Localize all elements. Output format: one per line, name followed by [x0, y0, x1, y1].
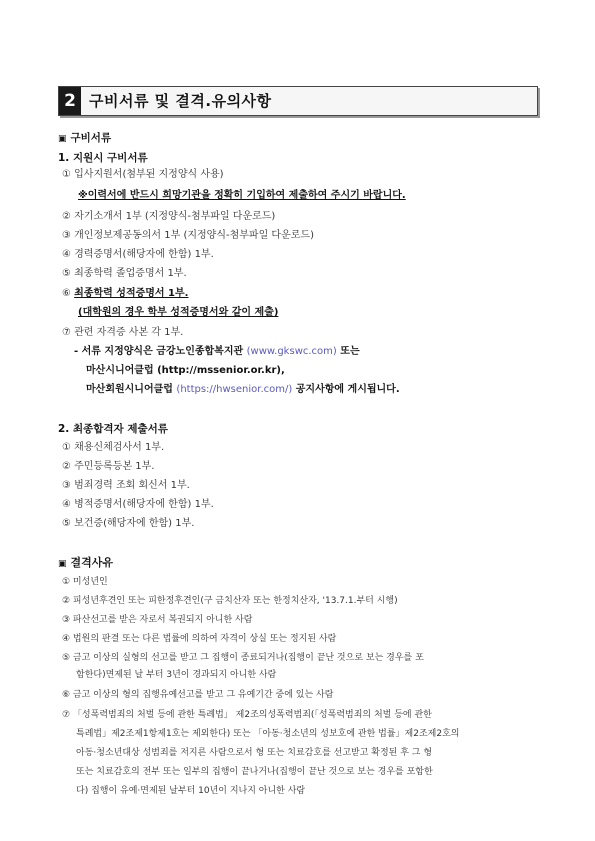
disqual-item-7: ⑦ 「성폭력범죄의 처벌 등에 관한 특례법」 제2조의성폭력범죄(「성폭력범죄의 처벌 등에 관한	[62, 710, 432, 720]
disqual-item-4: ④ 법원의 판결 또는 다른 법률에 의하여 자격이 상실 또는 정지된 사람	[62, 634, 337, 644]
disqual-item-7-cont-4: 다) 집행이 유예·면제된 날부터 10년이 지나지 아니한 사람	[76, 786, 306, 796]
application-docs-subheader: 1. 지원시 구비서류	[58, 152, 148, 164]
doc-item-3: ③ 개인정보제공동의서 1부 (지정양식-첨부파일 다운로드)	[62, 230, 314, 241]
disqual-item-2: ② 피성년후견인 또는 피한정후견인(구 금치산자 또는 한정치산자, '13.7.1.부터 시행)	[62, 596, 398, 606]
form-note-line-2: 마산시니어클럽 (http://mssenior.or.kr),	[86, 365, 285, 376]
doc-item-5: ⑤ 최종학력 졸업증명서 1부.	[62, 268, 187, 279]
disqualification-header: ▣ 결격사유	[58, 556, 114, 569]
hwsenior-link[interactable]: (https://hwsenior.com/)	[176, 384, 293, 395]
disqual-item-5: ⑤ 금고 이상의 실형의 선고를 받고 그 집행이 종료되거나(집행이 끝난 것으로 보는 경우를 포	[62, 653, 424, 663]
final-item-4: ④ 병적증명서(해당자에 한함) 1부.	[62, 499, 214, 510]
disqual-item-7-cont-3: 또는 치료감호의 전부 또는 일부의 집행이 끝나거나(집행이 끝난 것으로 보는 경우를 포함한	[76, 767, 433, 777]
section-number: 2	[59, 87, 81, 115]
gkswc-link[interactable]: (www.gkswc.com)	[246, 346, 337, 357]
disqual-item-1: ① 미성년인	[62, 577, 108, 587]
disqual-item-3: ③ 파산선고를 받은 자로서 복권되지 아니한 사람	[62, 615, 253, 625]
doc-item-6-text: 최종학력 성적증명서 1부.	[74, 288, 189, 299]
doc-item-1: ① 입사지원서(첨부된 지정양식 사용)	[62, 169, 224, 180]
square-bullet-icon: ▣	[58, 134, 67, 144]
final-item-1: ① 채용신체검사서 1부.	[62, 442, 165, 453]
doc-item-6-note: (대학원의 경우 학부 성적증명서와 같이 제출)	[78, 307, 279, 318]
doc-item-7: ⑦ 관련 자격증 사본 각 1부.	[62, 327, 184, 338]
disqual-item-7-cont-2: 아동·청소년대상 성범죄를 저지른 사람으로서 형 또는 치료감호를 선고받고 확정된 후 그 형	[76, 748, 433, 758]
final-docs-subheader: 2. 최종합격자 제출서류	[58, 423, 168, 435]
form-note-line-1: - 서류 지정양식은 금강노인종합복지관 (www.gkswc.com) 또는	[74, 346, 360, 357]
form-note-line-3: 마산회원시니어클럽 (https://hwsenior.com/) 공지사항에 게시됩니다.	[86, 384, 400, 395]
doc-item-1-notice: ※이력서에 반드시 희망기관을 정확히 기입하여 제출하여 주시기 바랍니다.	[78, 190, 406, 201]
section-title-bar	[58, 86, 538, 116]
disqual-item-6: ⑥ 금고 이상의 형의 집행유예선고를 받고 그 유예기간 중에 있는 사람	[62, 690, 334, 700]
section-title: 구비서류 및 결격.유의사항	[89, 92, 272, 110]
final-item-5: ⑤ 보건증(해당자에 한함) 1부.	[62, 518, 195, 529]
doc-item-2: ② 자기소개서 1부 (지정양식-첨부파일 다운로드)	[62, 211, 276, 222]
final-item-2: ② 주민등록등본 1부.	[62, 461, 155, 472]
disqual-item-7-cont-1: 특례법」제2조제1항제1호는 제외한다) 또는 「아동·청소년의 성보호에 관한 법률」제2조제2호의	[76, 729, 460, 739]
disqual-item-5-cont: 함한다)면제된 날 부터 3년이 경과되지 아니한 사람	[76, 670, 277, 680]
square-bullet-icon: ▣	[58, 559, 67, 569]
required-docs-header: ▣ 구비서류	[58, 132, 112, 144]
final-item-3: ③ 범죄경력 조회 회신서 1부.	[62, 480, 190, 491]
doc-item-6: ⑥ 최종학력 성적증명서 1부.	[62, 288, 189, 299]
doc-item-4: ④ 경력증명서(해당자에 한함) 1부.	[62, 249, 214, 260]
